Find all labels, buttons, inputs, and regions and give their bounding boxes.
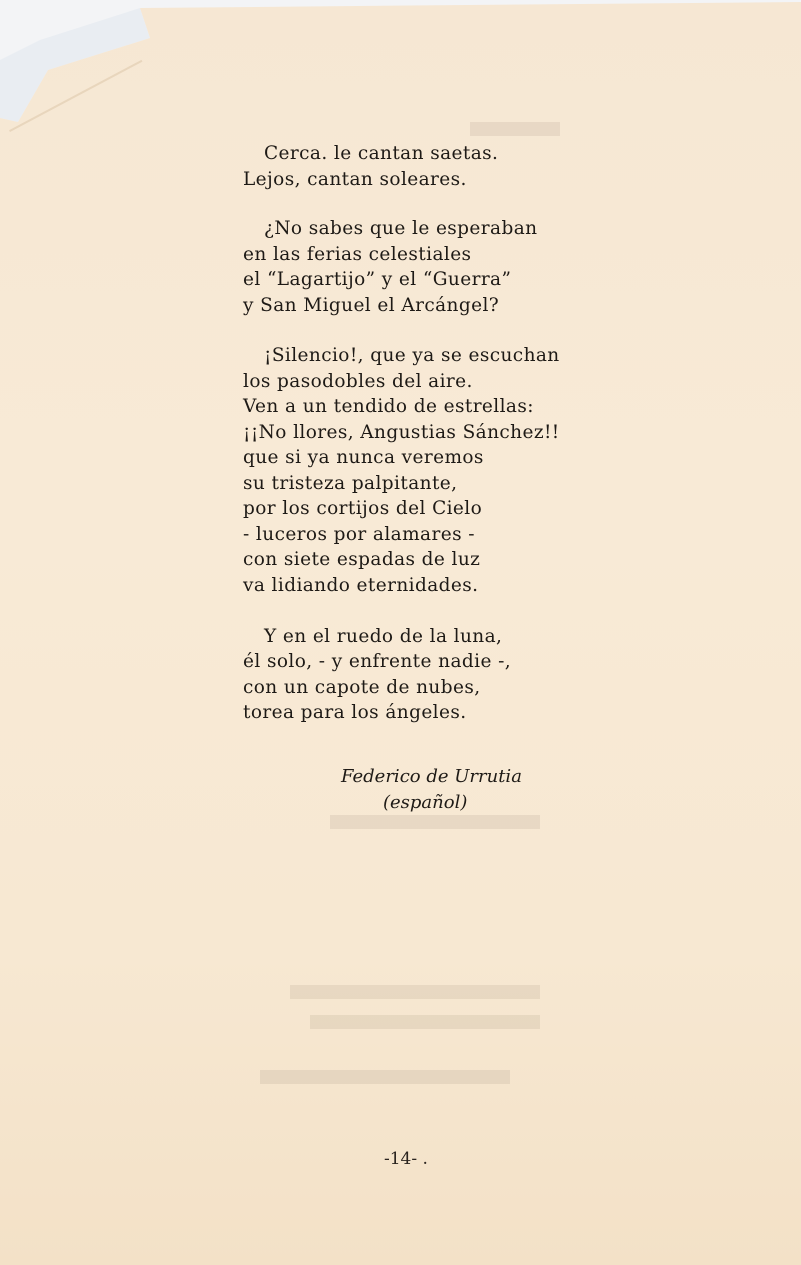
author-signature: Federico de Urrutia (341, 766, 522, 787)
poem-line: Ven a un tendido de estrellas: (243, 396, 534, 417)
poem-line: con siete espadas de luz (243, 549, 481, 570)
poem-line: con un capote de nubes, (243, 677, 481, 698)
poem-line: los pasodobles del aire. (243, 371, 473, 392)
poem-line: - luceros por alamares - (243, 524, 475, 545)
poem-line: él solo, - y enfrente nadie -, (243, 651, 512, 672)
poem-line: que si ya nunca veremos (243, 447, 484, 468)
poem-line: Cerca. le cantan saetas. (264, 143, 499, 164)
poem-line: su tristeza palpitante, (243, 473, 458, 494)
author-nationality: (español) (383, 792, 468, 813)
poem-line: ¿No sabes que le esperaban (264, 218, 538, 239)
poem-line: ¡¡No llores, Angustias Sánchez!! (243, 422, 560, 443)
poem-line: Y en el ruedo de la luna, (264, 626, 503, 647)
page-number: -14- . (384, 1149, 428, 1169)
poem-line: y San Miguel el Arcángel? (243, 295, 500, 316)
poem-line: va lidiando eternidades. (243, 575, 479, 596)
poem-line: por los cortijos del Cielo (243, 498, 483, 519)
poem-line: torea para los ángeles. (243, 702, 467, 723)
poem-line: el “Lagartijo” y el “Guerra” (243, 269, 512, 290)
poem-line: en las ferias celestiales (243, 244, 472, 265)
poem-line: ¡Silencio!, que ya se escuchan (264, 345, 560, 366)
poem-line: Lejos, cantan soleares. (243, 169, 467, 190)
